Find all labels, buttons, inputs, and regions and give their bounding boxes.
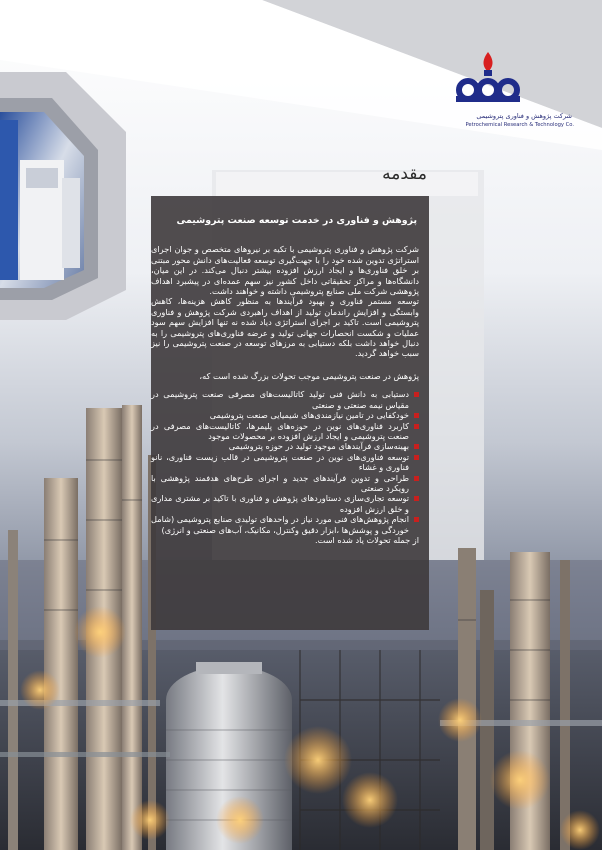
list-item-text: انجام پژوهش‌های فنی مورد نیاز در واحدهای تولیدی صنایع پتروشیمی (شامل خوردگی و پوشش‌ها ،ابزار دقیق وکنترل، مکانیک، آب‌های صنعتی و انرژی) [151,514,409,535]
bullet-icon [414,424,419,429]
list-item-text: طراحی و تدوین فرآیندهای جدید و اجرای طرح‌های هدفمند پژوهشی با رویکرد صنعتی [151,472,409,493]
intro-paragraph: شرکت پژوهش و فناوری پتروشیمی با تکیه بر نیروهای متخصص و جوان اجرای استراتژی تدوین شده خود را با جهت‌گیری توسعه فعالیت‌های دانش محور مبتنی بر خلق فناوری‌ها و ایجاد ارزش افزوده بیشتر دنبال می‌کند. در این میان، دانشگاه‌ها و مراکز تحقیقاتی داخل کشور نیز سهم عمده‌ای در پیشبرد اهداف پژوهشی شرکت ملی صنایع پتروشیمی داشته و خواهند داشت. [151,244,419,297]
list-item-text: کاربرد فناوری‌های نوین در حوزه‌های پلیمرها، کاتالیست‌های مصرفی در صنعت پتروشیمی و ایجاد ارزش افزوده بر محصولات موجود [151,420,409,441]
list-item [151,452,421,473]
closing-text: از جمله تحولات یاد شده است. [315,534,419,545]
panel-content [151,204,421,545]
list-item [151,389,421,410]
list-item-text: توسعه تجاری‌سازی دستاوردهای پژوهش و فناوری با تاکید بر مشتری مداری و خلق ارزش افزوده [151,493,409,514]
list-item [151,514,421,535]
section-title: مقدمه [382,164,427,184]
list-item-text: توسعه فناوری‌های نوین در صنعت پتروشیمی در قالب زیست فناوری، نانو فناوری و غشاء [151,451,409,473]
list-item [151,410,421,420]
bullet-icon [414,444,419,449]
list-item [151,421,421,442]
panel-heading: پژوهش و فناوری در خدمت توسعه صنعت پتروشیمی [176,215,417,226]
bullet-icon [414,476,419,481]
bullet-icon [414,496,419,501]
list-item-text: دستیابی به دانش فنی تولید کاتالیست‌های مصرفی صنعت پتروشیمی در مقیاس نیمه صنعتی و صنعتی [151,389,409,410]
lead-paragraph: پژوهش در صنعت پتروشیمی موجب تحولات بزرگ شده است که، [199,370,419,381]
list-item [151,441,421,451]
list-item-text: بهینه‌سازی فرآیندهای موجود تولید در حوزه پتروشیمی [228,441,409,452]
achievements-list [151,389,421,535]
company-name-fa: شرکت پژوهش و فناوری پتروشیمی [476,112,572,120]
company-logo [430,48,580,138]
petrochemical-logo-icon [452,48,524,108]
bullet-icon [414,413,419,418]
bullet-icon [414,517,419,522]
company-name-en: Petrochemical Research & Technology Co. [465,122,574,128]
strategy-paragraph: توسعه مستمر فناوری و بهبود فرآیندها به منظور کاهش هزینه‌ها، کاهش وابستگی و افزایش راندمان تولید از اهداف راهبردی شرکت پژوهش و فناوری پتروشیمی است. تاکید بر اجرای استراتژی دیاد شده نه تنها افزایش سهم سود عملیات و شکست انحصارات جهانی تولید و عرضه فناوری‌های پتروشیمی را به دنبال خواهد داشت بلکه دستیابی به مرزهای توسعه در صنعت پتروشیمی را نیز سبب خواهد گردید. [151,296,419,359]
list-item-text: خودکفایی در تامین نیازمندی‌های شیمیایی صنعت پتروشیمی [209,410,409,421]
bullet-icon [414,392,419,397]
list-item [151,473,421,494]
bullet-icon [414,455,419,460]
list-item [151,493,421,514]
